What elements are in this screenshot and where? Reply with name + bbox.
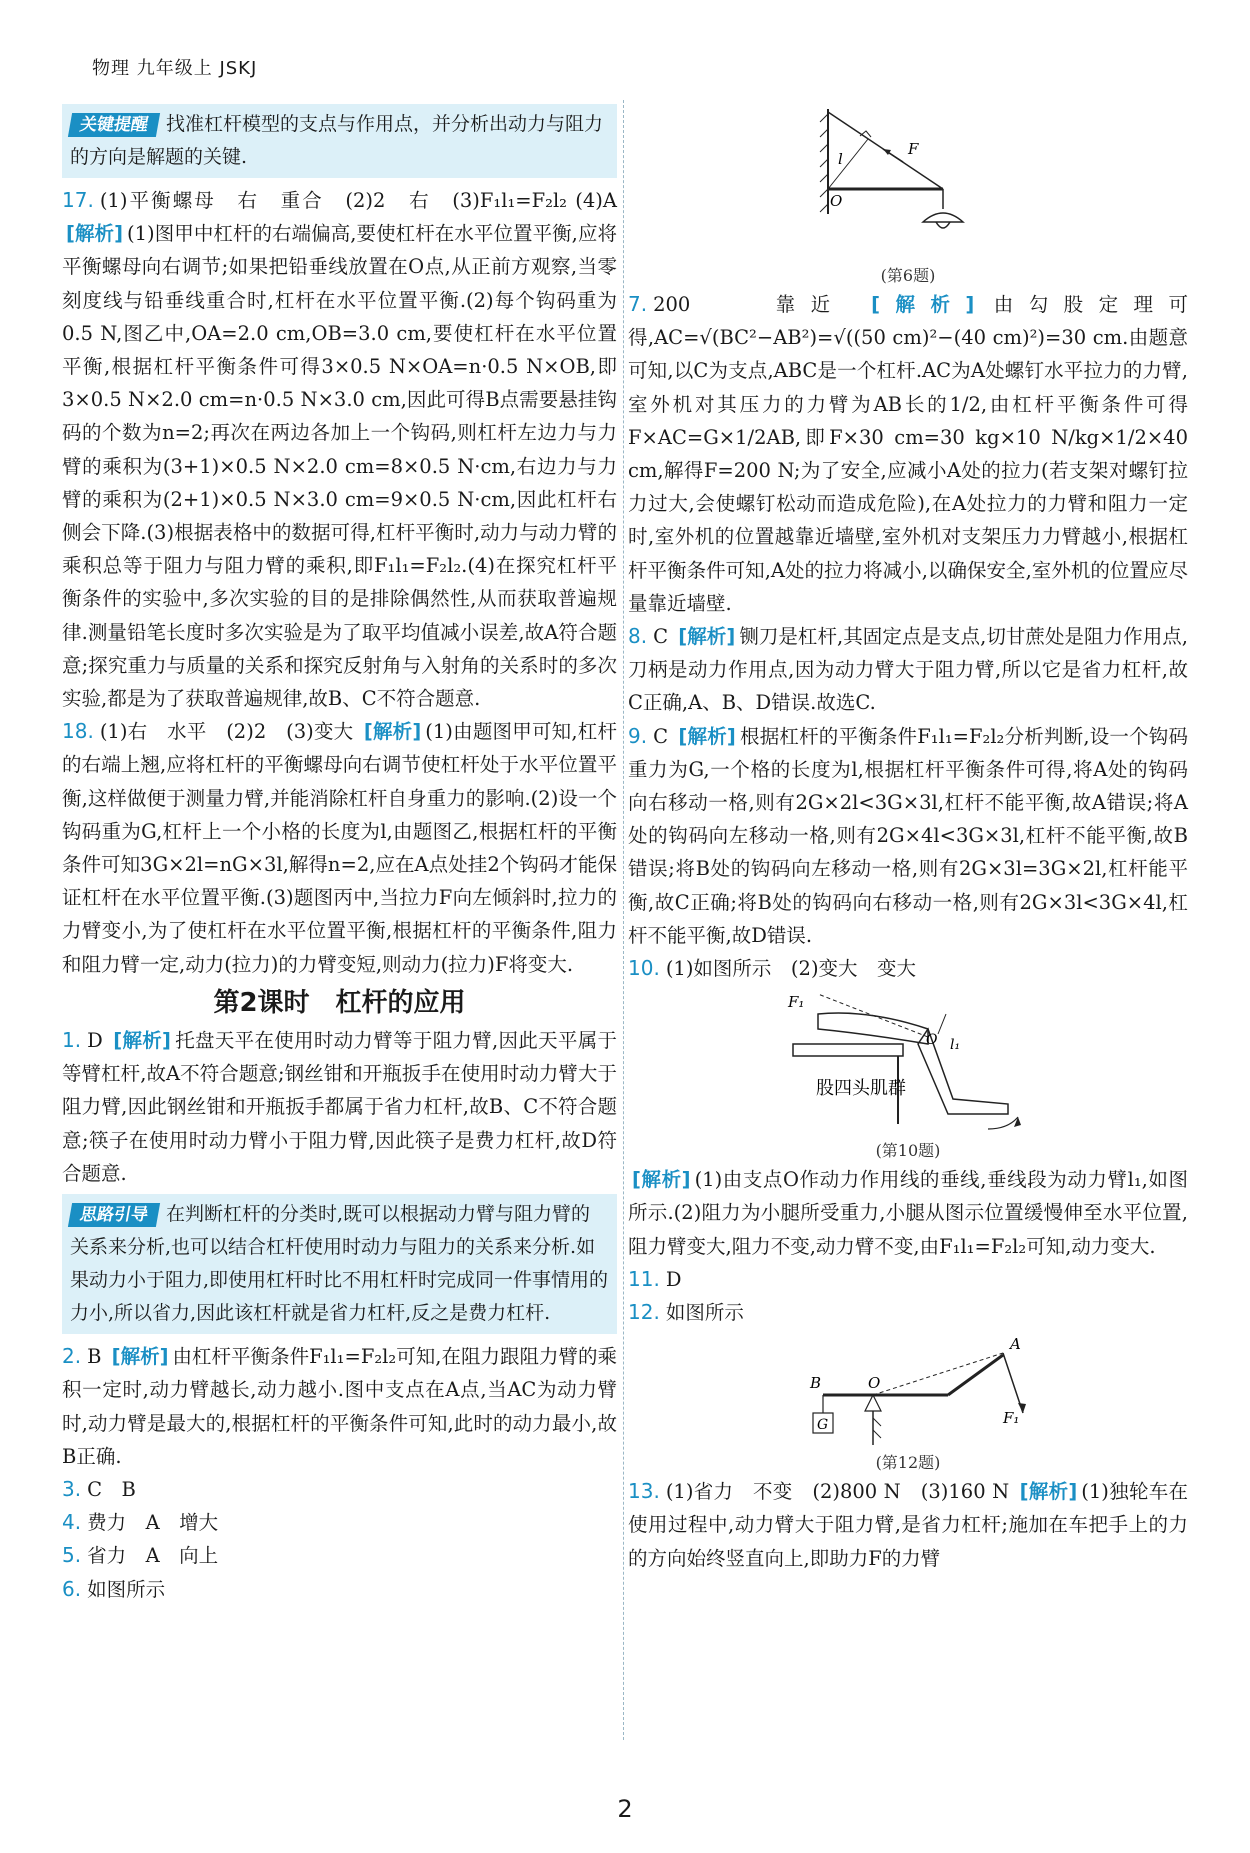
column-divider bbox=[623, 100, 624, 1740]
right-column bbox=[628, 100, 1188, 1575]
analysis-text: (1)由题图甲可知,杠杆的右端上翘,应将杠杆的平衡螺母向右调节使杠杆处于水平位置平衡,这样做便于测量力臂,并能消除杠杆自身重力的影响.(2)设一个钩码重为G,杠杆上一个小格的长度为l,由题图乙,根据杠杆的平衡条件可知3G×2l=nG×3l,解得n=2,应在A点处挂2个钩码才能保证杠杆在水平位置平衡.(3)题图丙中,当拉力F向左倾斜时,拉力的力臂变小,为了使杠杆在水平位置平衡,根据杠杆的平衡条件,阻力和阻力臂一定,动力(拉力)的力臂变短,则动力(拉力)F将变大. bbox=[62, 720, 618, 976]
answer-text: 省力 A 向上 bbox=[87, 1544, 219, 1568]
page-header: 物理 九年级上 JSKJ bbox=[92, 58, 258, 79]
key-tip-box bbox=[62, 104, 617, 178]
analysis-tag: [解析] bbox=[678, 724, 736, 748]
figure-6-diagram bbox=[808, 104, 1008, 264]
answer-9 bbox=[628, 720, 1188, 952]
figure-12-caption: (第12题) bbox=[875, 1453, 941, 1473]
analysis-tag: [解析] bbox=[632, 1168, 691, 1192]
answer-text: B bbox=[87, 1345, 102, 1369]
analysis-text: (1)图甲中杠杆的右端偏高,要使杠杆在水平位置平衡,应将平衡螺母向右调节;如果把铅垂线放置在O点,从正前方观察,当零刻度线与铅垂线重合时,杠杆在水平位置平衡.(2)每个钩码重为0.5 N,图乙中,OA=2.0 cm,OB=3.0 cm,要使杠杆在水平位置平衡,根据杠杆平衡条件可得3×0.5 N×OA=n·0.5 N×OB,即3×0.5 N×2.0 cm=n·0.5 N×3.0 cm,因此可得B点需要悬挂钩码的个数为n=2;再次在两边各加上一个钩码,则杠杆左边力与力臂的乘积为(3+1)×0.5 N×2.0 cm=8×0.5 N·cm,右边力与力臂的乘积为(2+1)×0.5 N×3.0 cm=9×0.5 N·cm,因此杠杆右侧会下降.(3)根据表格中的数据可得,杠杆平衡时,动力与动力臂的乘积总等于阻力与阻力臂的乘积,即F₁l₁=F₂l₂.(4)在探究杠杆平衡条件的实验中,多次实验的目的是排除偶然性,从而获取普遍规律.测量铅笔长度时多次实验是为了取平均值减小误差,故A符合题意;探究重力与质量的关系和探究反射角与入射角的关系时的多次实验,都是为了获取普遍规律,故B、C不符合题意. bbox=[62, 222, 617, 711]
answer-text: C bbox=[653, 724, 669, 748]
lesson-title: 第2课时 杠杆的应用 bbox=[213, 987, 466, 1018]
label-F1: F₁ bbox=[788, 993, 805, 1012]
question-number: 13. bbox=[628, 1479, 660, 1504]
label-l: l bbox=[838, 150, 843, 168]
question-number: 4. bbox=[62, 1510, 82, 1535]
answer-10-analysis bbox=[628, 1163, 1188, 1263]
analysis-text: (1)独轮车在使用过程中,动力臂大于阻力臂,是省力杠杆;施加在车把手上的力的方向始终竖直向上,即助力F的力臂 bbox=[628, 1480, 1189, 1570]
figure-6-caption: (第6题) bbox=[880, 266, 936, 285]
answer-7 bbox=[628, 288, 1188, 620]
answer-5 bbox=[62, 1539, 617, 1572]
label-F1: F₁ bbox=[1003, 1409, 1020, 1428]
label-O: O bbox=[926, 1032, 938, 1049]
key-tip-text: 找准杠杆模型的支点与作用点，并分析出动力与阻力的方向是解题的关键. bbox=[70, 113, 604, 168]
key-tip-badge: 关键提醒 bbox=[68, 113, 160, 137]
answer-text: 200 靠近 bbox=[653, 293, 846, 316]
answer-8 bbox=[628, 620, 1188, 720]
answer-text: (1)平衡螺母 右 重合 (2)2 右 (3)F₁l₁=F₂l₂ (4)A bbox=[99, 189, 617, 212]
answer-text: D bbox=[87, 1029, 103, 1053]
muscle-label: 股四头肌群 bbox=[816, 1078, 906, 1100]
guide-box bbox=[62, 1194, 617, 1334]
figure-10-caption: (第10题) bbox=[875, 1141, 941, 1161]
left-column bbox=[62, 100, 617, 1606]
answer-10 bbox=[628, 952, 1188, 985]
question-number: 6. bbox=[62, 1576, 82, 1601]
answer-text: (1)省力 不变 (2)800 N (3)160 N bbox=[665, 1480, 1010, 1504]
analysis-text: (1)由支点O作动力作用线的垂线,垂线段为动力臂l₁,如图所示.(2)阻力为小腿所受重力,小腿从图示位置缓慢伸至水平位置,阻力臂变大,阻力不变,动力臂不变,由F₁l₁=F₂l₂可知,动力变大. bbox=[628, 1168, 1188, 1258]
label-O: O bbox=[830, 192, 843, 210]
label-O: O bbox=[868, 1374, 881, 1393]
analysis-tag: [解析] bbox=[113, 1029, 171, 1053]
analysis-tag: [解析] bbox=[66, 222, 124, 246]
page-number: 2 bbox=[617, 1795, 633, 1823]
figure-10-diagram bbox=[778, 989, 1038, 1139]
answer-text: 费力 A 增大 bbox=[87, 1511, 219, 1535]
analysis-tag: [解析] bbox=[363, 720, 422, 744]
question-number: 17. bbox=[62, 188, 94, 212]
question-number: 2. bbox=[62, 1344, 82, 1369]
guide-badge: 思路引导 bbox=[68, 1203, 160, 1227]
answer-12 bbox=[628, 1296, 1188, 1329]
analysis-tag: [解析] bbox=[1019, 1480, 1078, 1504]
analysis-text: 由杠杆平衡条件F₁l₁=F₂l₂可知,在阻力跟阻力臂的乘积一定时,动力臂越长,动力越小.图中支点在A点,当AC为动力臂时,动力臂是最大的,根据杠杆的平衡条件可知,此时的动力最小,故B正确. bbox=[62, 1345, 618, 1468]
question-number: 7. bbox=[628, 292, 648, 316]
question-number: 18. bbox=[62, 719, 94, 744]
analysis-tag: [解析] bbox=[871, 293, 975, 316]
question-number: 8. bbox=[628, 624, 648, 649]
analysis-text: 铡刀是杠杆,其固定点是支点,切甘蔗处是阻力作用点,刀柄是动力作用点,因为动力臂大于阻力臂,所以它是省力杠杆,故C正确,A、B、D错误.故选C. bbox=[628, 625, 1188, 715]
answer-text: (1)右 水平 (2)2 (3)变大 bbox=[99, 720, 354, 744]
question-number: 9. bbox=[628, 723, 648, 748]
answer-text: 如图所示 bbox=[87, 1577, 166, 1601]
answer-text: C B bbox=[87, 1477, 136, 1501]
analysis-text: 由勾股定理可得,AC=√(BC²−AB²)=√((50 cm)²−(40 cm)²)=30 cm.由题意可知,以C为支点,ABC是一个杠杆.AC为A处螺钉水平拉力的力臂,室外机对其压力的力臂为AB长的1/2,由杠杆平衡条件可得F×AC=G×1/2AB,即F×30 cm=30 kg×10 N/kg×1/2×40 cm,解得F=200 N;为了安全,应减小A处的拉力(若支架对螺钉拉力过大,会使螺钉松动而造成危险),在A处拉力的力臂和阻力一定时,室外机的位置越靠近墙壁,室外机对支架压力力臂越小,根据杠杆平衡条件可知,A处的拉力将减小,以确保安全,室外机的位置应尽量靠近墙壁. bbox=[628, 293, 1188, 615]
question-number: 12. bbox=[628, 1300, 660, 1325]
question-number: 1. bbox=[62, 1028, 82, 1053]
answer-text: (1)如图所示 (2)变大 变大 bbox=[665, 957, 917, 981]
answer-1 bbox=[62, 1024, 617, 1190]
analysis-text: 托盘天平在使用时动力臂等于阻力臂,因此天平属于等臂杠杆,故A不符合题意;钢丝钳和开瓶扳手在使用时动力臂大于阻力臂,因此钢丝钳和开瓶扳手都属于省力杠杆,故B、C不符合题意;筷子在使用时动力臂小于阻力臂,因此筷子是费力杠杆,故D符合题意. bbox=[62, 1029, 617, 1185]
figure-10 bbox=[778, 989, 1038, 1139]
question-number: 11. bbox=[628, 1266, 660, 1291]
answer-13 bbox=[628, 1475, 1188, 1575]
question-number: 10. bbox=[628, 956, 660, 981]
answer-text: C bbox=[653, 625, 669, 649]
label-A: A bbox=[1010, 1335, 1021, 1354]
figure-6 bbox=[808, 104, 1008, 264]
label-G: G bbox=[817, 1417, 829, 1434]
answer-2 bbox=[62, 1340, 617, 1473]
answer-text: 如图所示 bbox=[665, 1301, 744, 1325]
answer-17 bbox=[62, 184, 617, 715]
question-number: 5. bbox=[62, 1543, 82, 1568]
figure-12 bbox=[778, 1333, 1038, 1451]
figure-12-diagram bbox=[778, 1333, 1038, 1451]
answer-3 bbox=[62, 1473, 617, 1506]
label-l1: l₁ bbox=[950, 1037, 961, 1054]
label-B: B bbox=[810, 1374, 822, 1393]
answer-4 bbox=[62, 1506, 617, 1539]
answer-18 bbox=[62, 715, 617, 981]
label-F: F bbox=[908, 140, 919, 158]
question-number: 3. bbox=[62, 1476, 82, 1501]
guide-text: 在判断杠杆的分类时,既可以根据动力臂与阻力臂的关系来分析,也可以结合杠杆使用时动力与阻力的关系来分析.如果动力小于阻力,即使用杠杆时比不用杠杆时完成同一件事情用的力小,所以省力,因此该杠杆就是省力杠杆,反之是费力杠杆. bbox=[70, 1203, 609, 1325]
analysis-text: 根据杠杆的平衡条件F₁l₁=F₂l₂分析判断,设一个钩码重力为G,一个格的长度为l,根据杠杆平衡条件可得,将A处的钩码向右移动一格,则有2G×2l<3G×3l,杠杆不能平衡,故A错误;将A处的钩码向左移动一格,则有2G×4l<3G×3l,杠杆不能平衡,故B错误;将B处的钩码向左移动一格,则有2G×3l=3G×2l,杠杆能平衡,故C正确;将B处的钩码向右移动一格,则有2G×3l<3G×4l,杠杆不能平衡,故D错误. bbox=[628, 724, 1188, 947]
analysis-tag: [解析] bbox=[111, 1345, 169, 1369]
analysis-tag: [解析] bbox=[678, 625, 736, 649]
answer-11 bbox=[628, 1263, 1188, 1296]
answer-text: D bbox=[665, 1267, 682, 1291]
answer-6 bbox=[62, 1573, 617, 1606]
